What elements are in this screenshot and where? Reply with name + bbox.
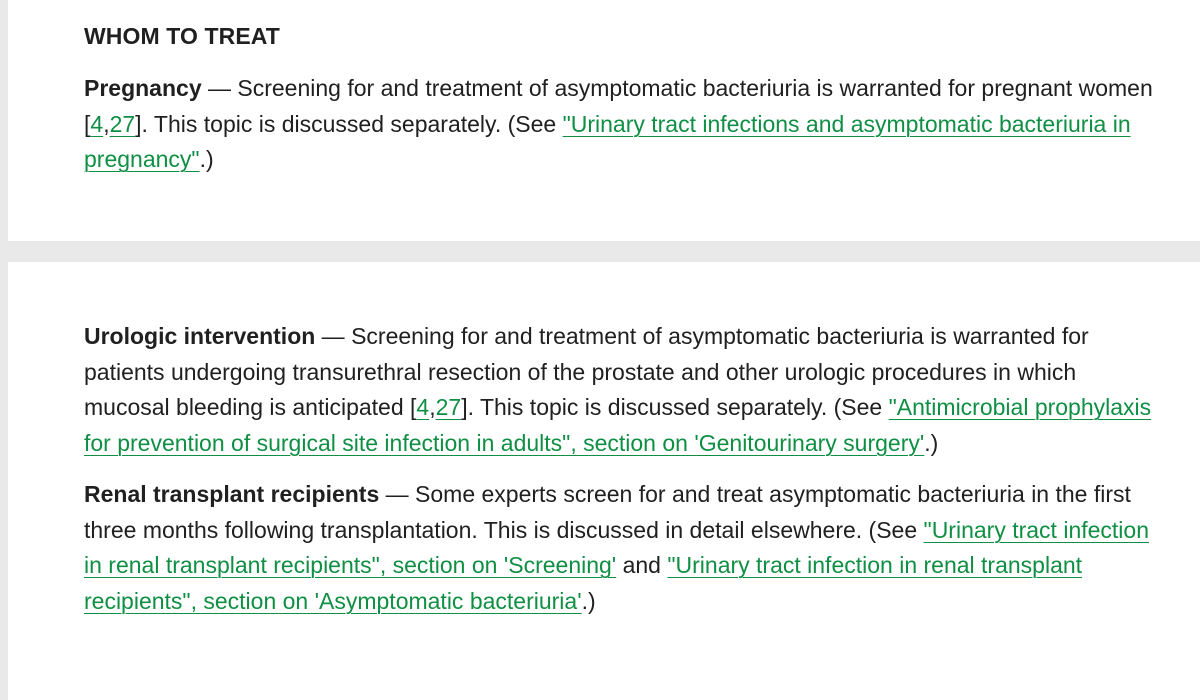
pregnancy-lead: Pregnancy (84, 75, 202, 101)
pregnancy-text-1: — Screening for and treatment of asymptomatic bacteriuria is warranted for pregnant women [ (84, 75, 1153, 137)
urologic-text-3: .) (924, 429, 939, 456)
renal-screening-link[interactable]: "Urinary tract infection in renal transplant recipients", section on 'Screening' (84, 516, 1149, 578)
renal-asymptomatic-link[interactable]: "Urinary tract infection in renal transplant recipients", section on 'Asymptomatic bacteriuria' (84, 552, 1083, 614)
urologic-text-2: ]. This topic is discussed separately. (See (461, 394, 889, 420)
urologic-reference-27[interactable]: 27 (435, 394, 462, 420)
pregnancy-reference-27[interactable]: 27 (109, 110, 136, 137)
renal-text-2: .) (581, 587, 596, 614)
pregnancy-paragraph (84, 71, 1154, 178)
urologic-text-1: — Screening for and treatment of asymptomatic bacteriuria is warranted for patients undergoing transurethral resection of the prostate and other urologic procedures in which mucosal bleeding is anticipated [ (84, 323, 1089, 420)
renal-lead: Renal transplant recipients (84, 481, 380, 507)
urologic-reference-4[interactable]: 4 (416, 394, 430, 420)
urologic-reference-separator: , (429, 394, 436, 420)
renal-paragraph (84, 477, 1154, 619)
section-heading: WHOM TO TREAT (84, 23, 280, 49)
renal-and-text: and (616, 552, 668, 578)
pregnancy-text-2: ]. This topic is discussed separately. (See (135, 110, 563, 137)
urologic-paragraph (84, 319, 1154, 461)
pregnancy-topic-link[interactable]: "Urinary tract infections and asymptomatic bacteriuria in pregnancy" (84, 110, 1131, 172)
urologic-topic-link[interactable]: "Antimicrobial prophylaxis for prevention of surgical site infection in adults", section on 'Genitourinary surgery' (84, 394, 1152, 456)
pregnancy-text-3: .) (199, 146, 214, 172)
urologic-lead: Urologic intervention (84, 323, 316, 349)
bottom-card (8, 262, 1200, 700)
pregnancy-reference-4[interactable]: 4 (90, 110, 104, 137)
renal-text-1: — Some experts screen for and treat asymptomatic bacteriuria in the first three months following transplantation. This is discussed in detail elsewhere. (See (84, 481, 1131, 543)
top-card (8, 0, 1200, 241)
pregnancy-reference-separator: , (103, 110, 110, 137)
